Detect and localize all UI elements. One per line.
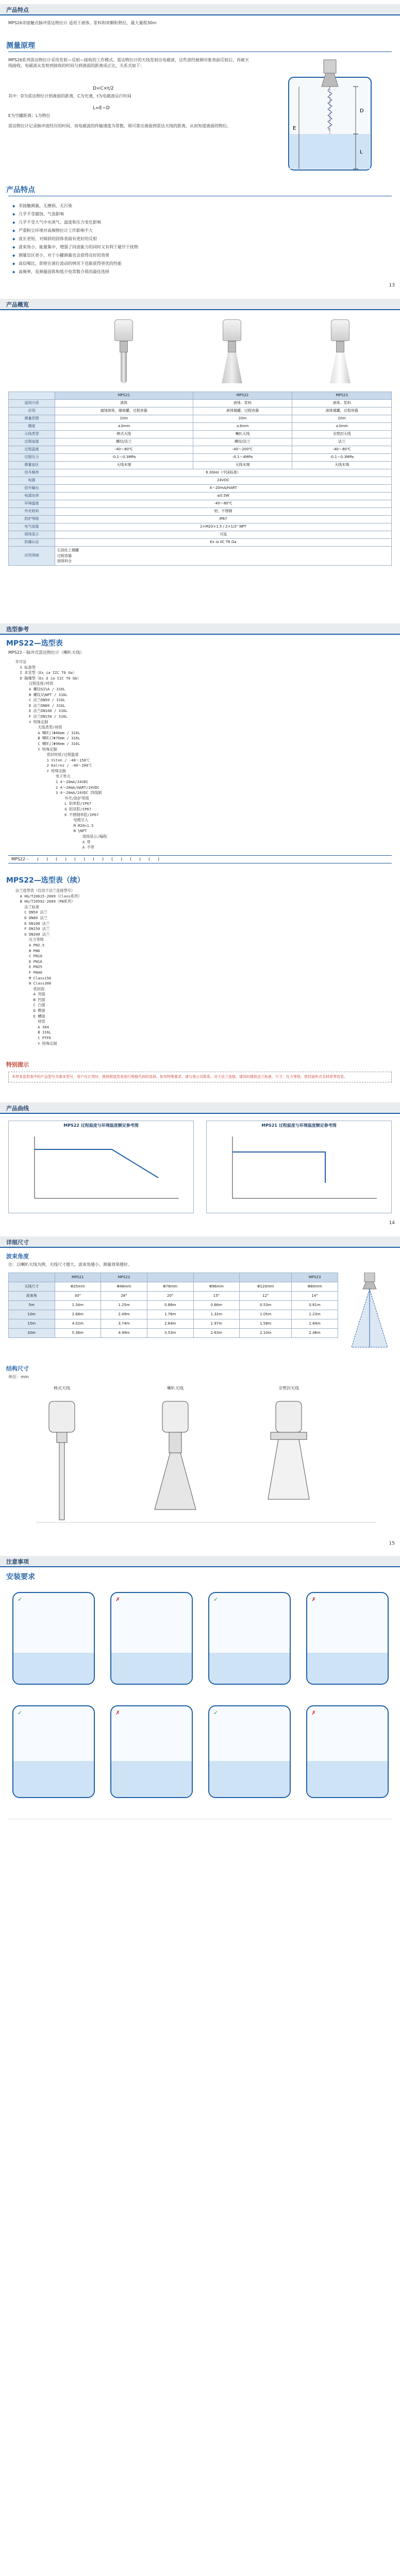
table-row	[9, 1319, 338, 1329]
principle-heading: 测量原理	[6, 42, 35, 50]
note-heading: 特别提示	[6, 1061, 29, 1068]
details-section-header	[0, 1236, 400, 1248]
table-cell: Φ25mm	[55, 1282, 101, 1292]
code-option: C 喇叭口Φ96mm / 316L	[15, 741, 80, 746]
page-number: 13	[389, 283, 395, 288]
table-row	[9, 523, 392, 531]
code-option: 1 Viton / -40～150℃	[15, 757, 90, 762]
table-cell: 4～20mA/HART	[55, 485, 392, 493]
table-cell: 1.34m	[55, 1301, 101, 1310]
row-label: 信号输出	[9, 485, 55, 493]
code-option: 密封材质/过程温度	[15, 752, 79, 757]
product-photo-mps23	[325, 319, 356, 386]
struct-label-sealed: 全塑封天线	[278, 1386, 299, 1391]
table-header-cell: MPS22	[193, 392, 292, 400]
code-option: 2 4～20mA/HART/24VDC	[15, 785, 99, 790]
table-header-cell	[193, 1273, 240, 1282]
install-section-header	[0, 1556, 400, 1567]
code-option: C 凸面	[15, 1003, 45, 1008]
table-cell: 天线末端	[292, 462, 392, 469]
row-label: 过程压力	[9, 454, 55, 462]
table-cell: 0.66m	[193, 1301, 240, 1310]
table-header-cell	[9, 1273, 55, 1282]
install-tank-ok-4: ✓	[208, 1705, 291, 1798]
code-option: A PN2.5	[15, 942, 45, 947]
table-header-blank	[9, 392, 55, 400]
code-option: F PN40	[15, 970, 42, 975]
code-option: C DN50 法兰	[15, 910, 47, 915]
row-label: 现场显示	[9, 531, 55, 539]
feature-item: ◆ 几乎不受大气中水蒸气、温度和压力变化影响	[12, 218, 363, 227]
code-option: F DN150 法兰	[15, 926, 50, 931]
curves-section-header	[0, 1103, 400, 1114]
product-intro: MPS26非接触式脉冲雷达物位计 适用于液体、浆料和块颗粒物位、最大量程30m	[8, 21, 157, 25]
code-bar-cell: )	[139, 857, 141, 861]
table-cell: ≤0.5W	[55, 493, 392, 500]
row-label: 天线尺寸	[9, 1282, 55, 1292]
table-cell: -40～80℃	[55, 446, 193, 454]
code-option: A HG/T20615-2009（Class系列）	[15, 893, 82, 899]
code-option: M Class150	[15, 975, 52, 980]
table-cell: -40～200℃	[193, 446, 292, 454]
feature-item: ◆ 波长更短，对倾斜的固体表面有更好的反射	[12, 235, 363, 243]
table-cell: IP67	[55, 516, 392, 523]
table-cell: Φ96mm	[193, 1282, 240, 1292]
code-option: A 304	[15, 1024, 49, 1029]
code-option: D PN16	[15, 959, 42, 964]
table-cell: 2.64m	[147, 1319, 193, 1329]
table-cell: 石油化工储罐 过程容器 固体料仓	[55, 547, 392, 566]
table-cell: -0.1～0.3MPa	[292, 454, 392, 462]
install-tank-bad-1: ✗	[110, 1592, 193, 1685]
feature-item: ◆ 波束角小，能量集中，增强了回波能力的同时又有利于避开干扰物	[12, 243, 363, 251]
table-header-cell	[240, 1273, 292, 1282]
code-option: 材质	[15, 1019, 45, 1024]
section-title: 选型参考	[6, 626, 29, 633]
feature-item: ◆ 几乎不受腐蚀、气泡影响	[12, 210, 363, 218]
code-bar-cell: MPS22－	[11, 857, 29, 861]
note-text: 本样本选型表中的产品型号为基本型号，用户在订货时，需按照选型表进行规格代码的选择，如有特殊要求，请与我公司联系。对于法兰连接，请同时提供法兰标准、尺寸、压力等级、密封面形式及材质等信息。	[8, 1072, 392, 1082]
section-title: 产品特点	[6, 7, 29, 13]
install-subheading: 安装要求	[6, 1573, 35, 1581]
table-row	[9, 1301, 338, 1310]
feature-item: ◆ 测量盲区更小，对于小罐测量也会获得良好的效果	[12, 251, 363, 260]
code-option: D DN80 法兰	[15, 915, 47, 920]
formula-note: 其中：D为雷达物位计到液面的距离，C为光速，t为电磁波运行时间	[8, 94, 131, 98]
code-bar-cell: (	[37, 857, 39, 861]
section-title: 产品概览	[6, 301, 29, 308]
section-title: 产品曲线	[6, 1105, 29, 1112]
table-cell: 天线末端	[55, 462, 193, 469]
table-cell: 螺纹/法兰	[193, 438, 292, 446]
feature-item: ◆ 严重粉尘环境对高频物位计工作影响不大	[12, 227, 363, 235]
table-cell: 法兰	[292, 438, 392, 446]
table-cell: 20m	[193, 415, 292, 423]
table-row	[9, 408, 392, 415]
code-option: A 不带	[15, 845, 94, 850]
table-cell: 2×M20×1.5 / 2×1/2" NPT	[55, 523, 392, 531]
table-cell: Φ46mm	[101, 1282, 147, 1292]
install-tank-ok-2: ✓	[208, 1592, 291, 1685]
code-bar-cell: (	[148, 857, 151, 861]
code-option: G DN200 法兰	[15, 931, 50, 937]
code-bar-cell: )	[65, 857, 67, 861]
table-row	[9, 446, 392, 454]
struct-heading: 结构尺寸	[6, 1365, 29, 1372]
table-row	[9, 1310, 338, 1319]
table-cell: 1.05m	[240, 1310, 292, 1319]
code-option: 许可证	[15, 659, 27, 664]
row-label: 防护等级	[9, 516, 55, 523]
code-option: 法兰标准	[15, 904, 40, 909]
code-option: 法兰选型表（仅用于法兰连接型号）	[15, 888, 75, 893]
code-option: A 螺纹G1½A / 316L	[15, 686, 65, 691]
code-option: Y 特殊定制	[15, 747, 57, 752]
code-option: Y 特殊定制	[15, 719, 48, 724]
code-option: N Class300	[15, 981, 52, 986]
table-header-row	[9, 1273, 338, 1282]
table-row	[9, 1329, 338, 1338]
order-code-tree	[15, 659, 387, 851]
overview-table	[8, 392, 392, 566]
order-subtitle: MPS22－脉冲式雷达物位计（喇叭天线）	[8, 650, 84, 655]
table-cell: 2.46m	[292, 1329, 338, 1338]
table-cell: 5.36m	[55, 1329, 101, 1338]
code-option: Y 特殊定制	[15, 1041, 57, 1046]
table-cell: 液体储罐，过程容器	[193, 408, 292, 415]
code-option: 电缆引入	[15, 818, 89, 823]
code-option: B 螺纹1½NPT / 316L	[15, 692, 68, 697]
order-section-header	[0, 623, 400, 635]
chart-title: MPS22 过程温度与环境温度额定参考图	[63, 1123, 139, 1128]
code-bar-cell: (	[111, 857, 113, 861]
table-header-row	[9, 392, 392, 400]
code-option: A 突面	[15, 992, 45, 997]
code-option: A 喇叭口Φ46mm / 316L	[15, 730, 80, 735]
table-cell: ±3mm	[292, 423, 392, 431]
table-cell: Φ76mm	[147, 1282, 193, 1292]
overview-section-header	[0, 299, 400, 310]
code-option: B 喇叭口Φ76mm / 316L	[15, 736, 80, 741]
table-row	[9, 493, 392, 500]
code-option: I 本安型（Ex ia IIC T6 Ga）	[15, 670, 77, 675]
table-row	[9, 516, 392, 523]
row-label: 20m	[9, 1329, 55, 1338]
row-label: 适用介质	[9, 400, 55, 408]
row-label: 电源功率	[9, 493, 55, 500]
table-cell: 液体、浆料	[292, 400, 392, 408]
table-header-cell: MPS21	[55, 392, 193, 400]
product-photo-mps22	[216, 319, 247, 386]
table-cell: 20°	[147, 1292, 193, 1301]
beam-note: 注：以喇叭天线为例，天线尺寸越大，波束角越小，测量效果越好。	[8, 1262, 132, 1267]
table-header-cell: MPS21	[55, 1273, 101, 1282]
table-cell: 2.49m	[101, 1310, 147, 1319]
code-option: E DN100 法兰	[15, 921, 50, 926]
table-header-cell	[147, 1273, 193, 1282]
feature-item: ◆ 非接触测量，无磨损，无污染	[12, 202, 363, 210]
table-cell: 4.02m	[55, 1319, 101, 1329]
struct-drawings	[31, 1396, 381, 1530]
row-label: 测量范围	[9, 415, 55, 423]
table-cell: 1.58m	[240, 1319, 292, 1329]
table-cell: 3.53m	[147, 1329, 193, 1338]
table-header-cell: MPS23	[292, 392, 392, 400]
row-label: 过程温度	[9, 446, 55, 454]
table-cell: Ex ia IIC T6 Ga	[55, 539, 392, 547]
code-bar-cell: )	[46, 857, 48, 861]
code-option: 密封面	[15, 986, 45, 991]
install-tank-bad-3: ✗	[110, 1705, 193, 1798]
code-option: C PN10	[15, 954, 42, 959]
table-cell: 喇叭天线	[193, 431, 292, 438]
table-row	[9, 539, 392, 547]
table-cell: 1.84m	[292, 1319, 338, 1329]
code-option: D 隔爆型（Ex d ia IIC T6 Gb）	[15, 675, 81, 681]
table-cell: 24VDC	[55, 477, 392, 485]
formula-2: L=E−D	[93, 106, 110, 111]
code-option: 电子单元	[15, 774, 71, 779]
code-option: L 铝单腔/IP67	[15, 801, 92, 806]
table-cell: 6.3GHz（中国标准）	[55, 469, 392, 477]
table-cell: 棒式天线	[55, 431, 193, 438]
code-option: F 法兰DN150 / 316L	[15, 714, 68, 719]
table-cell: ±3mm	[193, 423, 292, 431]
section-title: 详细尺寸	[6, 1239, 29, 1246]
table-cell: 12°	[240, 1292, 292, 1301]
table-cell: 液体	[55, 400, 193, 408]
row-label: 5m	[9, 1301, 55, 1310]
table-cell: 1.97m	[193, 1319, 240, 1329]
code-option: M M20×1.5	[15, 823, 94, 828]
table-row	[9, 1282, 338, 1292]
table-row	[9, 508, 392, 516]
row-label: 精度	[9, 423, 55, 431]
table-cell: 20m	[292, 415, 392, 423]
table-cell: ±3mm	[55, 423, 193, 431]
table-cell: 1.23m	[292, 1310, 338, 1319]
row-label: 15m	[9, 1319, 55, 1329]
section-title: 注意事项	[6, 1558, 29, 1565]
code-option: 3 4～20mA/24VDC 四线制	[15, 790, 102, 795]
table-cell: -0.1～4MPa	[193, 454, 292, 462]
row-label: 外壳材料	[9, 508, 55, 516]
code-option: B 凹面	[15, 997, 45, 1002]
table-cell: 0.61m	[292, 1301, 338, 1310]
row-label: 10m	[9, 1310, 55, 1319]
product-section-header	[0, 4, 400, 15]
svg-text:E: E	[293, 126, 296, 131]
code-option: 过程连接/材质	[15, 681, 54, 686]
code-option: D 法兰DN80 / 316L	[15, 703, 65, 708]
row-label: 测量盲区	[9, 462, 55, 469]
code-option: 天线类型/材质	[15, 725, 62, 730]
struct-label-horn: 喇叭天线	[167, 1386, 184, 1391]
table-row	[9, 477, 392, 485]
beam-cone-diagram	[346, 1273, 393, 1350]
table-row	[9, 462, 392, 469]
table-row	[9, 454, 392, 462]
code-option: 1 4～20mA/24VDC	[15, 779, 89, 785]
table-cell: 2.63m	[193, 1329, 240, 1338]
row-label: 防爆认证	[9, 539, 55, 547]
code-option: B PN6	[15, 948, 40, 953]
table-row	[9, 531, 392, 539]
principle-diagram	[278, 57, 381, 175]
code-option: Y 特殊定制	[15, 768, 66, 773]
table-cell: 可选	[55, 531, 392, 539]
chart-title: MPS21 过程温度与环境温度额定参考图	[261, 1123, 337, 1128]
beam-heading: 波束角度	[6, 1253, 29, 1260]
order-title-1: MPS22—选型表	[6, 639, 63, 648]
code-option: B 316L	[15, 1030, 52, 1035]
install-tank-bad-2: ✗	[306, 1592, 389, 1685]
code-option: E 槽面	[15, 1013, 45, 1019]
table-row	[9, 500, 392, 508]
row-label: 电源	[9, 477, 55, 485]
struct-unit: 单位：mm	[8, 1375, 29, 1379]
table-header-cell: MPS22	[101, 1273, 147, 1282]
table-cell: 全塑封天线	[292, 431, 392, 438]
table-cell: 2.68m	[55, 1310, 101, 1319]
row-label: 应用	[9, 408, 55, 415]
table-cell: 天线末端	[193, 462, 292, 469]
order-code-tree-2	[15, 888, 387, 1046]
row-label: 电气连接	[9, 523, 55, 531]
table-cell: Φ120mm	[240, 1282, 292, 1292]
table-row	[9, 1292, 338, 1301]
chart-mps21	[206, 1121, 392, 1213]
table-row	[9, 469, 392, 477]
table-header-cell: MPS23	[292, 1273, 338, 1282]
code-option: 现场显示/编程	[15, 834, 107, 839]
table-cell: 3.74m	[101, 1319, 147, 1329]
table-cell: Φ80mm	[292, 1282, 338, 1292]
code-bar-cell: )	[158, 857, 160, 861]
feature-item: ◆ 高信噪比，即使在液位波动的情况下也能获得更优的性能	[12, 260, 363, 268]
table-row	[9, 423, 392, 431]
table-cell: 2.10m	[240, 1329, 292, 1338]
code-option: B HG/T20592-2009（PN系列）	[15, 899, 75, 904]
code-bar-cell: )	[121, 857, 123, 861]
code-option: K 不锈钢单腔/IP67	[15, 812, 99, 817]
code-option: G 铝双腔/IP67	[15, 807, 92, 812]
row-label: 天线类型	[9, 431, 55, 438]
table-cell: 腐蚀液体，储液罐，过程容器	[55, 408, 193, 415]
table-cell: -40～80℃	[55, 500, 392, 508]
row-label: 波束角	[9, 1292, 55, 1301]
table-cell: -0.1～0.3MPa	[55, 454, 193, 462]
table-cell: 液体、浆料	[193, 400, 292, 408]
page-number: 15	[389, 1541, 395, 1546]
row-label: 应用领域	[9, 547, 55, 566]
code-bar-cell: (	[93, 857, 95, 861]
feature-list	[12, 202, 363, 276]
table-cell: 10m	[55, 415, 193, 423]
table-row	[9, 547, 392, 566]
table-cell: 0.53m	[240, 1301, 292, 1310]
code-bar-cell: (	[74, 857, 76, 861]
table-cell: 15°	[193, 1292, 240, 1301]
order-code-bar	[8, 855, 392, 863]
chart-mps22	[8, 1121, 194, 1213]
feature-item: ◆ 高频率，是测量固体和低介电常数介质的最佳选择	[12, 268, 363, 276]
code-option: 外壳/防护等级	[15, 795, 89, 801]
row-label: 过程连接	[9, 438, 55, 446]
table-cell: 4.99m	[101, 1329, 147, 1338]
table-cell: 1.25m	[101, 1301, 147, 1310]
principle-text: MPS26系列雷达物位计采用发射—反射—接收的工作模式。雷达物位计的天线发射出电磁波，这些波经被测对象表面反射后，再被天线接收，电磁波从发射到接收的时间与到液面的距离成正比，关系式如下：	[8, 58, 249, 68]
page-number: 14	[389, 1221, 395, 1226]
table-row	[9, 415, 392, 423]
code-bar-cell: )	[102, 857, 104, 861]
table-row	[9, 438, 392, 446]
table-row	[9, 485, 392, 493]
code-option: 压力等级	[15, 937, 44, 942]
code-bar-cell: )	[84, 857, 86, 861]
table-cell: 0.88m	[147, 1301, 193, 1310]
table-cell: 液体储罐，过程容器	[292, 408, 392, 415]
svg-text:L: L	[360, 149, 363, 155]
table-row	[9, 400, 392, 408]
code-option: N ½NPT	[15, 828, 87, 834]
table-cell: 30°	[55, 1292, 101, 1301]
code-bar-cell: (	[130, 857, 132, 861]
code-bar-cell: (	[56, 857, 58, 861]
formula-1: D=C×t/2	[93, 86, 114, 91]
table-cell: 铝、不锈钢	[55, 508, 392, 516]
code-option: C 法兰DN50 / 316L	[15, 698, 65, 703]
table-cell: 14°	[292, 1292, 338, 1301]
code-option: C PTFE	[15, 1036, 52, 1041]
table-cell: 28°	[101, 1292, 147, 1301]
install-tank-ok-3: ✓	[12, 1705, 95, 1798]
install-tank-bad-4: ✗	[306, 1705, 389, 1798]
struct-label-rod: 棒式天线	[54, 1386, 70, 1391]
formula-note-2: E为空罐距离；L为物位	[8, 113, 51, 118]
table-cell: 1.32m	[193, 1310, 240, 1319]
order-title-2: MPS22—选型表（续）	[6, 876, 85, 885]
table-row	[9, 431, 392, 438]
svg-text:D: D	[360, 108, 364, 114]
code-option: S 标准型	[15, 665, 36, 670]
product-photo-mps21	[108, 319, 139, 386]
table-cell: -40～80℃	[292, 446, 392, 454]
row-label: 环境温度	[9, 500, 55, 508]
code-option: D 榫面	[15, 1008, 45, 1013]
table-cell: 1.76m	[147, 1310, 193, 1319]
beam-table	[8, 1273, 338, 1338]
code-option: X 带	[15, 839, 91, 844]
code-option: E PN25	[15, 964, 42, 970]
features-heading: 产品特点	[6, 186, 35, 194]
table-cell: 螺纹/法兰	[55, 438, 193, 446]
row-label: 信号频率	[9, 469, 55, 477]
install-tank-ok-1: ✓	[12, 1592, 95, 1685]
code-option: E 法兰DN100 / 316L	[15, 708, 68, 714]
principle-text-2: 雷达物位计记录脉冲波经历的时间，而电磁波的传输速度为常数，则可算出液面到雷达天线的距离，从而知道液面的物位。	[8, 124, 231, 128]
code-option: 2 Kalrez / -40～200℃	[15, 763, 92, 768]
